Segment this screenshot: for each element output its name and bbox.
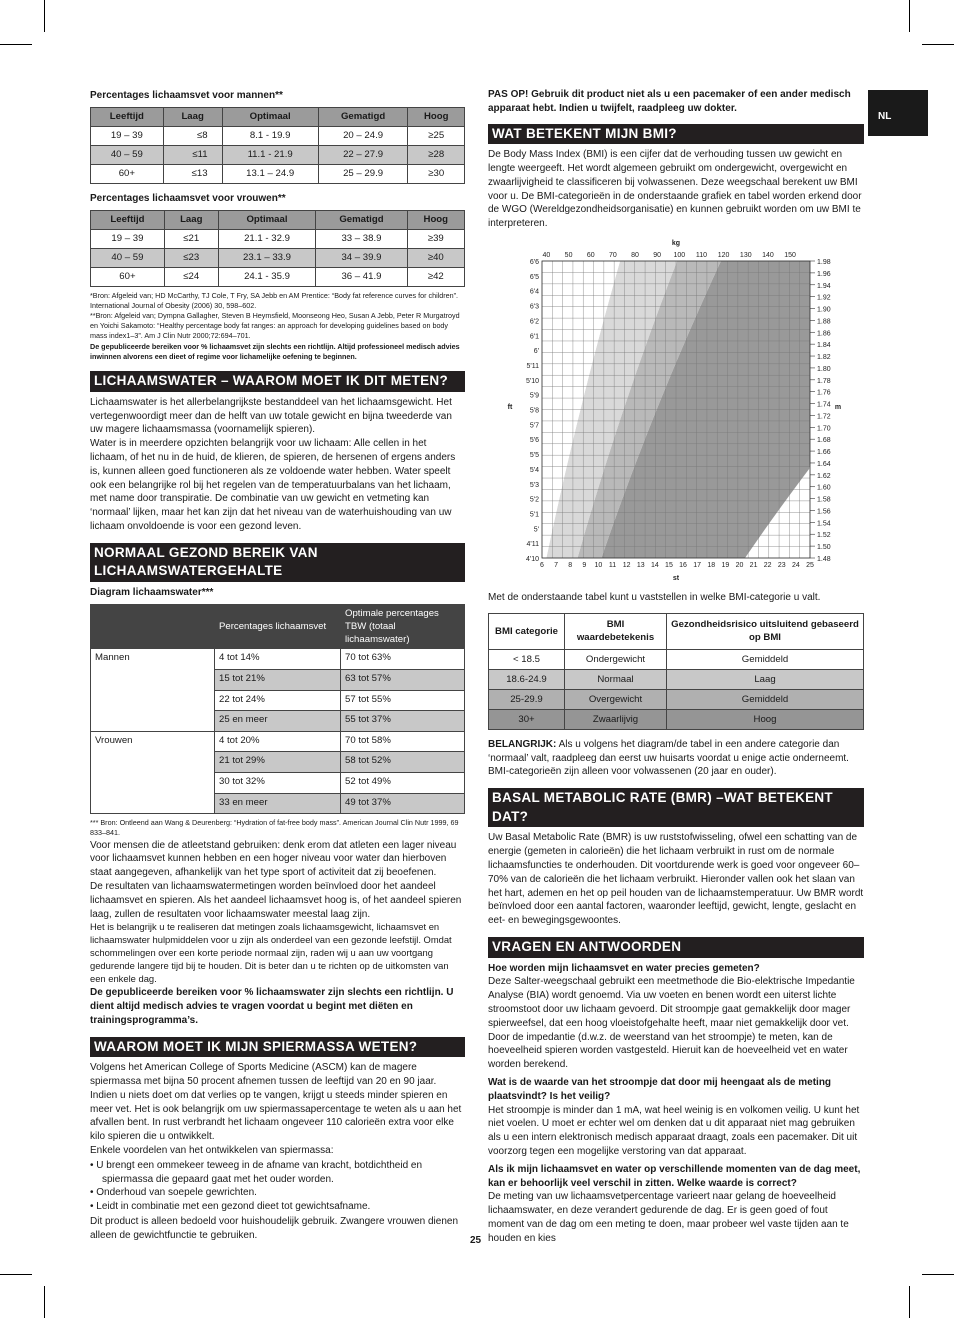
table-header: Percentages lichaamsvet xyxy=(215,604,341,649)
table-cell: 30+ xyxy=(489,709,565,729)
fat-women-table xyxy=(90,210,465,287)
footnote: **Bron: Afgeleid van; Dympna Gallagher, Steven B Heymsfield, Moonseong Heo, Susan A Jebb, Peter R Murgatroyd en Yoichi Sakamoto: “Healthy percentage body fat ranges: an approach for developing guidelines based on body mass index1–3”. Am J Clin Nutr 2000;72:694–701. xyxy=(90,311,460,341)
crop-mark xyxy=(0,44,32,45)
table-cell: 25 en meer xyxy=(215,711,341,732)
m-tick-label: 1.64 xyxy=(817,460,831,468)
kg-tick-label: 40 xyxy=(542,252,551,259)
ft-tick-label: 5'9 xyxy=(529,392,539,400)
ft-tick-label: 4'10 xyxy=(525,556,539,563)
table-cell: 34 – 39.9 xyxy=(316,248,407,267)
footnote: *Bron: Afgeleid van; HD McCarthy, TJ Cole, T Fry, SA Jebb en AM Prentice: “Body fat reference curves for children”. International Journal of Obesity (2006) 30, 598–602. xyxy=(90,290,459,310)
m-tick-label: 1.58 xyxy=(817,496,831,504)
ft-tick-label: 6'4 xyxy=(529,288,539,296)
page-number: 25 xyxy=(470,1235,482,1246)
table-header: Optimaal xyxy=(218,210,316,229)
table-header: Hoog xyxy=(407,210,464,229)
table-header: Laag xyxy=(164,210,218,229)
table-cell: 20 – 24.9 xyxy=(318,126,408,145)
faq-answer: De meting van uw lichaamsvetpercentage varieert naar gelang de hoeveelheid lichaamswater, en deze verandert gedurende de dag. Er is geen goed of fout moment van de dag om een meting te doen, maar probeer wel vaste tijden aan te houden en kies xyxy=(488,1191,849,1244)
table-cell: 57 tot 55% xyxy=(341,690,465,711)
table-cell: ≤13 xyxy=(163,164,222,183)
table-header xyxy=(91,604,215,649)
kg-tick-label: 150 xyxy=(784,252,796,259)
faq-answer: Deze Salter-weegschaal gebruikt een meetmethode die Bio-elektrische Impedantie Analyse (BIA) wordt genoemd. Via uw voeten en benen wordt een uiterst lichte stroomstoot door uw lichaam gevoerd. Dit stroompje gaat gemakkelijk door mager spierweefsel, dat een hoog vloeistofgehalte heeft, maar niet gemakkelijk door vet. Door de impedantie (d.w.z. de weerstand van het stroompje) te meten, kan de hoeveelheid spieren worden vastgesteld. Hieruit kan de hoeveelheid vet en water worden berekend. xyxy=(488,976,855,1071)
paragraph: Water is in meerdere opzichten belangrijk voor uw lichaam: Alle cellen in het lichaam, of het nu in de huid, de klieren, de spieren, de hersenen of ergens anders is, kunnen alleen goed functioneren als ze voldoende water hebben. Water speelt ook een belangrijke rol bij het regelen van de temperatuurbalans van het lichaam, met name door transpiratie. De combinatie van uw gewicht en vetmeting kan ‘normaal’ lijken, maar het kan zijn dat het niveau van de waterhuishouding van uw lichaam onvoldoende is voor een gezond leven. xyxy=(90,438,456,532)
table-header: Hoog xyxy=(408,107,465,126)
m-tick-label: 1.90 xyxy=(817,306,831,314)
crop-mark xyxy=(44,1286,45,1318)
m-tick-label: 1.56 xyxy=(817,508,831,516)
st-tick-label: 14 xyxy=(650,562,659,569)
ft-tick-label: 5'6 xyxy=(529,437,539,445)
section-heading-bmi: WAT BETEKENT MIJN BMI? xyxy=(488,124,864,145)
paragraph xyxy=(488,738,864,766)
table-cell: 33 – 38.9 xyxy=(316,229,407,248)
faq-question: Als ik mijn lichaamsvet en water op verschillende momenten van de dag meet, kan er behoorlijk veel verschil in zitten. Welke waarde is correct? xyxy=(488,1163,861,1189)
footnote-bold: De gepubliceerde bereiken voor % lichaamsvet zijn slechts een richtlijn. Altijd professioneel medisch advies inwinnen alvorens een dieet of regime voor lichamelijke oefening te beginnen. xyxy=(90,341,460,361)
m-tick-label: 1.84 xyxy=(817,342,831,350)
m-tick-label: 1.54 xyxy=(817,520,831,528)
table-cell: 15 tot 21% xyxy=(215,670,341,691)
st-tick-label: 10 xyxy=(594,562,603,569)
section-heading-water: LICHAAMSWATER – WAAROM MOET IK DIT METEN? xyxy=(90,371,465,392)
ft-tick-label: 5'3 xyxy=(529,481,539,489)
table-cell: 70 tot 63% xyxy=(341,649,465,670)
table-cell: 18.6-24.9 xyxy=(489,669,565,689)
table-row xyxy=(91,649,465,670)
crop-mark xyxy=(909,0,910,32)
m-tick-label: 1.70 xyxy=(817,425,831,433)
bmi-chart xyxy=(488,237,864,587)
table-row xyxy=(91,267,465,286)
ft-tick-label: 4'11 xyxy=(526,541,539,549)
m-tick-label: 1.88 xyxy=(817,318,831,326)
kg-tick-label: 140 xyxy=(762,252,774,259)
paragraph: Volgens het American College of Sports Medicine (ASCM) kan de magere spiermassa met bijna 50 procent afnemen tussen de leeftijd van 20 en 90 jaar. Indien u niets doet om dat verlies op te vangen, krijgt u steeds minder spieren en meer vet. Het is ook belangrijk om uw spiermassapercentage te weten als u aan het afvallen bent. In rust verbrandt het lichaam ongeveer 110 calorieën extra voor elke kilo spieren die u ontwikkelt. xyxy=(90,1062,462,1143)
table-cell: ≤11 xyxy=(163,145,222,164)
crop-mark xyxy=(44,0,45,32)
table-cell: 60+ xyxy=(91,267,165,286)
fat-men-table xyxy=(90,107,465,184)
crop-mark xyxy=(922,1274,954,1275)
st-tick-label: 23 xyxy=(777,562,786,569)
ft-tick-label: 6'5 xyxy=(529,273,539,281)
m-tick-label: 1.76 xyxy=(817,389,831,397)
kg-tick-label: 80 xyxy=(631,252,639,259)
st-tick-label: 12 xyxy=(622,562,631,569)
m-tick-label: 1.98 xyxy=(817,259,831,266)
ft-tick-label: 5'7 xyxy=(529,422,539,430)
m-tick-label: 1.80 xyxy=(817,365,831,373)
table-cell: ≤8 xyxy=(163,126,222,145)
table-header: BMI waardebetekenis xyxy=(565,613,667,649)
table-header: BMI categorie xyxy=(489,613,565,649)
kg-tick-label: 130 xyxy=(739,252,752,259)
crop-mark xyxy=(909,1286,910,1318)
table-cell: 49 tot 37% xyxy=(341,793,465,814)
table-cell: 11.1 - 21.9 xyxy=(222,145,318,164)
table-cell: 13.1 – 24.9 xyxy=(222,164,318,183)
ft-tick-label: 6'3 xyxy=(529,303,539,311)
footnote: *** Bron: Ontleend aan Wang & Deurenberg: “Hydration of fat-free body mass”. American Journal Clin Nutr 1999, 69 833–841. xyxy=(90,818,459,838)
bmi-table xyxy=(488,613,864,730)
st-axis-label: st xyxy=(672,575,680,582)
ft-tick-label: 5'4 xyxy=(529,466,539,474)
table-row xyxy=(91,145,465,164)
table-cell: < 18.5 xyxy=(489,649,565,669)
st-tick-label: 16 xyxy=(679,562,687,569)
m-tick-label: 1.68 xyxy=(817,437,831,445)
language-tab: NL xyxy=(868,90,928,136)
m-tick-label: 1.60 xyxy=(817,484,831,492)
paragraph: Het is belangrijk u te realiseren dat metingen zoals lichaamsgewicht, lichaamsvet en lichaamswater hulpmiddelen voor u zijn als onderdeel van een gezonde leefstijl. Omdat schommelingen over een korte periode normaal zijn, raden wij u aan uw voortgang gedurende langere tijd bij te houden. Dit is beter dan u te richten op de uitkomsten van een enkele dag. xyxy=(90,921,452,985)
footnotes xyxy=(90,291,465,363)
m-tick-label: 1.94 xyxy=(817,282,831,290)
table-cell: 22 tot 24% xyxy=(215,690,341,711)
st-tick-label: 8 xyxy=(568,562,573,569)
ft-tick-label: 5'5 xyxy=(529,452,539,460)
list-item: • Leidt in combinatie met een gezond dieet tot gewichtsafname. xyxy=(90,1200,465,1214)
ft-tick-label: 6'2 xyxy=(529,318,539,326)
table-cell: 19 – 39 xyxy=(91,229,165,248)
bmi-chart-svg xyxy=(488,237,864,587)
table-cell: 63 tot 57% xyxy=(341,670,465,691)
table-cell: Hoog xyxy=(667,709,864,729)
table-cell: 25-29.9 xyxy=(489,689,565,709)
st-tick-label: 25 xyxy=(806,562,814,569)
faq-answer: Het stroompje is minder dan 1 mA, wat heel weinig is en volkomen veilig. U kunt het niet voelen. U moet er echter wel om denken dat u dit apparaat niet mag gebruiken als u een intern elektronisch medisch apparaat draagt, zoals een pacemaker. Dit uit voorzorg tegen een mogelijke verstoring van dat apparaat. xyxy=(488,1104,860,1157)
ft-tick-label: 5'10 xyxy=(525,377,539,385)
table-cell: 4 tot 20% xyxy=(215,731,341,752)
faq-question: Hoe worden mijn lichaamsvet en water precies gemeten? xyxy=(488,962,760,974)
fat-women-title: Percentages lichaamsvet voor vrouwen** xyxy=(90,192,286,204)
table-row xyxy=(91,229,465,248)
ft-tick-label: 6'1 xyxy=(529,333,539,341)
table-cell: Zwaarlijvig xyxy=(565,709,667,729)
m-tick-label: 1.96 xyxy=(817,270,831,278)
table-cell: 24.1 - 35.9 xyxy=(218,267,316,286)
st-tick-label: 22 xyxy=(763,562,772,569)
table-cell: 23.1 – 33.9 xyxy=(218,248,316,267)
table-cell: ≤23 xyxy=(164,248,218,267)
table-cell: Normaal xyxy=(565,669,667,689)
kg-tick-label: 50 xyxy=(564,252,573,259)
water-table xyxy=(90,604,465,814)
table-cell: ≤24 xyxy=(164,267,218,286)
table-header: Optimaal xyxy=(222,107,318,126)
st-tick-label: 18 xyxy=(707,562,716,569)
table-cell: Ondergewicht xyxy=(565,649,667,669)
table-cell: ≥25 xyxy=(408,126,465,145)
table-cell: Overgewicht xyxy=(565,689,667,709)
section-heading-normal-range: NORMAAL GEZOND BEREIK VAN LICHAAMSWATERGEHALTE xyxy=(90,543,465,582)
table-cell: ≥28 xyxy=(408,145,465,164)
ft-tick-label: 5'2 xyxy=(529,496,539,504)
right-column xyxy=(488,88,864,1246)
table-cell: 40 – 59 xyxy=(91,145,164,164)
warning-text: PAS OP! Gebruik dit product niet als u een pacemaker of een ander medisch apparaat hebt. Indien u twijfelt, raadpleeg uw dokter. xyxy=(488,89,851,114)
ft-tick-label: 5'11 xyxy=(526,362,539,370)
st-tick-label: 13 xyxy=(636,562,645,569)
st-tick-label: 7 xyxy=(554,562,559,569)
paragraph: BMI-categorieën zijn alleen voor volwassenen (20 jaar en ouder). xyxy=(488,766,777,778)
ft-tick-label: 5'1 xyxy=(529,511,539,519)
table-cell: 21.1 - 32.9 xyxy=(218,229,316,248)
table-row xyxy=(489,689,864,709)
m-tick-label: 1.48 xyxy=(817,556,831,563)
table-cell: 22 – 27.9 xyxy=(318,145,408,164)
m-tick-label: 1.72 xyxy=(817,413,831,421)
table-cell: 33 en meer xyxy=(215,793,341,814)
list-item: • Onderhoud van soepele gewrichten. xyxy=(90,1186,465,1200)
table-header: Leeftijd xyxy=(91,107,164,126)
st-tick-label: 17 xyxy=(693,562,702,569)
ft-tick-label: 6' xyxy=(533,348,539,356)
table-cell: Gemiddeld xyxy=(667,689,864,709)
m-tick-label: 1.92 xyxy=(817,294,831,302)
bullet-list xyxy=(90,1159,465,1214)
m-tick-label: 1.74 xyxy=(817,401,831,409)
section-heading-faq: VRAGEN EN ANTWOORDEN xyxy=(488,937,864,958)
table-cell: 30 tot 32% xyxy=(215,773,341,794)
paragraph: De Body Mass Index (BMI) is een cijfer dat de verhouding tussen uw gewicht en lengte weergeeft. Het wordt algemeen gebruikt om ondergewicht, overgewicht en zwaarlijvigheid te classificeren bij volwassenen. Deze weegschaal berekent uw BMI voor u. De BMI-categorieën in de onderstaande grafiek en tabel worden erkend door de WGO (Wereldgezondheidsorganisatie) en kunnen gebruikt worden om uw BMI te interpreteren. xyxy=(488,149,862,230)
diagram-title: Diagram lichaamswater*** xyxy=(90,586,214,598)
paragraph: Voor mensen die de atleetstand gebruiken: denk erom dat atleten een lager niveau voor lichaamsvet kunnen hebben en een hoger niveau voor water dan hierboven staat aangegeven, afhankelijk van het type sport of activiteit dat zij beoefenen. xyxy=(90,839,457,879)
table-cell: 60+ xyxy=(91,164,164,183)
table-header: Laag xyxy=(163,107,222,126)
left-column xyxy=(90,88,465,1243)
kg-tick-label: 100 xyxy=(673,252,686,259)
kg-tick-label: 90 xyxy=(653,252,662,259)
paragraph: Lichaamswater is het allerbelangrijkste bestanddeel van het lichaamsgewicht. Het vertegenwoordigt meer dan de helft van uw totale gewicht en bijna tweederde van uw magere lichaamsmassa (voornamelijk spieren). xyxy=(90,396,452,436)
kg-tick-label: 60 xyxy=(586,252,595,259)
kg-axis-label: kg xyxy=(671,240,681,247)
table-cell: 58 tot 52% xyxy=(341,752,465,773)
st-tick-label: 11 xyxy=(608,562,617,569)
table-cell: 21 tot 29% xyxy=(215,752,341,773)
fat-men-title: Percentages lichaamsvet voor mannen** xyxy=(90,90,283,101)
table-cell: Vrouwen xyxy=(91,731,215,813)
ft-tick-label: 5'8 xyxy=(529,407,539,415)
table-cell: 25 – 29.9 xyxy=(318,164,408,183)
table-cell: ≥42 xyxy=(407,267,464,286)
m-tick-label: 1.82 xyxy=(817,354,831,362)
important-label: BELANGRIJK: xyxy=(488,738,557,750)
st-tick-label: 20 xyxy=(735,562,744,569)
section-heading-bmr: BASAL METABOLIC RATE (BMR) –WAT BETEKENT DAT? xyxy=(488,788,864,827)
faq-question: Wat is de waarde van het stroompje dat door mij heengaat als de meting plaatsvindt? Is het veilig? xyxy=(488,1077,832,1102)
section-heading-muscle: WAAROM MOET IK MIJN SPIERMASSA WETEN? xyxy=(90,1037,465,1058)
table-cell: ≤21 xyxy=(164,229,218,248)
paragraph: Enkele voordelen van het ontwikkelen van spiermassa: xyxy=(90,1145,334,1157)
table-row xyxy=(91,126,465,145)
crop-mark xyxy=(0,1274,32,1275)
table-cell: Mannen xyxy=(91,649,215,731)
m-tick-label: 1.78 xyxy=(817,377,831,385)
st-tick-label: 21 xyxy=(749,562,758,569)
m-tick-label: 1.50 xyxy=(817,544,831,552)
table-header: Gezondheidsrisico uitsluitend gebaseerd op BMI xyxy=(667,613,864,649)
table-cell: 36 – 41.9 xyxy=(316,267,407,286)
important-text: Als u volgens het diagram/de tabel in een andere categorie dan ‘normaal’ valt, raadpleeg dan eerst uw huisarts voordat u enige actie onderneemt. xyxy=(488,738,849,764)
kg-tick-label: 110 xyxy=(695,252,708,259)
table-row xyxy=(91,164,465,183)
st-tick-label: 24 xyxy=(791,562,800,569)
ft-tick-label: 6'6 xyxy=(529,259,539,266)
paragraph: De resultaten van lichaamswatermetingen worden beïnvloed door het aandeel lichaamsvet en spieren. Als het aandeel lichaamsvet hoog is, of het aandeel spieren laag, zullen de resultaten voor lichaamswater meestal laag zijn. xyxy=(90,881,462,920)
table-cell: 70 tot 58% xyxy=(341,731,465,752)
table-cell: 40 – 59 xyxy=(91,248,165,267)
table-row xyxy=(489,709,864,729)
table-row xyxy=(489,649,864,669)
table-row xyxy=(91,248,465,267)
st-tick-label: 9 xyxy=(582,562,587,569)
table-cell: Gemiddeld xyxy=(667,649,864,669)
kg-tick-label: 70 xyxy=(608,252,617,259)
m-tick-label: 1.66 xyxy=(817,449,831,457)
list-item: • U brengt een ommekeer teweeg in de afname van kracht, botdichtheid en spiermassa die gepaard gaat met het ouder worden. xyxy=(90,1159,465,1187)
table-row xyxy=(91,731,465,752)
m-tick-label: 1.62 xyxy=(817,472,831,480)
table-header: Leeftijd xyxy=(91,210,165,229)
ft-axis-label: ft xyxy=(507,404,513,411)
st-tick-label: 6 xyxy=(540,562,544,569)
table-cell: ≥40 xyxy=(407,248,464,267)
table-header: Gematigd xyxy=(318,107,408,126)
m-tick-label: 1.52 xyxy=(817,532,831,540)
table-cell: ≥30 xyxy=(408,164,465,183)
kg-tick-label: 120 xyxy=(717,252,730,259)
table-header: Optimale percentages TBW (totaal lichaamswater) xyxy=(341,604,465,649)
paragraph-bold: De gepubliceerde bereiken voor % lichaamswater zijn slechts een richtlijn. U dient altijd medisch advies te vragen voordat u begint met diëten en trainingsprogramma’s. xyxy=(90,987,454,1026)
table-cell: 8.1 - 19.9 xyxy=(222,126,318,145)
table-cell: 52 tot 49% xyxy=(341,773,465,794)
m-tick-label: 1.86 xyxy=(817,330,831,338)
table-cell: 19 – 39 xyxy=(91,126,164,145)
table-header: Gematigd xyxy=(316,210,407,229)
table-cell: ≥39 xyxy=(407,229,464,248)
paragraph: Uw Basal Metabolic Rate (BMR) is uw ruststofwisseling, ofwel een schatting van de energie (gemeten in calorieën) die het lichaam verbruikt in rust om de normale lichaamsfuncties te onderhouden. Dit voortdurende werk is goed voor ongeveer 60–70% van de calorieën die het lichaam verbruikt. Hieronder vallen ook het slaan van het hart, ademen en het op peil houden van de lichaamstemperatuur. Uw BMR wordt beïnvloed door een aantal factoren, waaronder leeftijd, gewicht, lengte, geslacht en eet- en bewegingsgewoontes. xyxy=(488,832,864,927)
table-row xyxy=(489,669,864,689)
table-cell: Laag xyxy=(667,669,864,689)
table-cell: 4 tot 14% xyxy=(215,649,341,670)
table-cell: 55 tot 37% xyxy=(341,711,465,732)
st-tick-label: 19 xyxy=(721,562,730,569)
crop-mark xyxy=(922,44,954,45)
paragraph: Dit product is alleen bedoeld voor huishoudelijk gebruik. Zwangere vrouwen dienen alleen de gewichtfunctie te gebruiken. xyxy=(90,1216,459,1241)
ft-tick-label: 5' xyxy=(533,526,539,534)
m-axis-label: m xyxy=(834,404,842,411)
st-tick-label: 15 xyxy=(665,562,673,569)
paragraph: Met de onderstaande tabel kunt u vaststellen in welke BMI-categorie u valt. xyxy=(488,592,821,603)
